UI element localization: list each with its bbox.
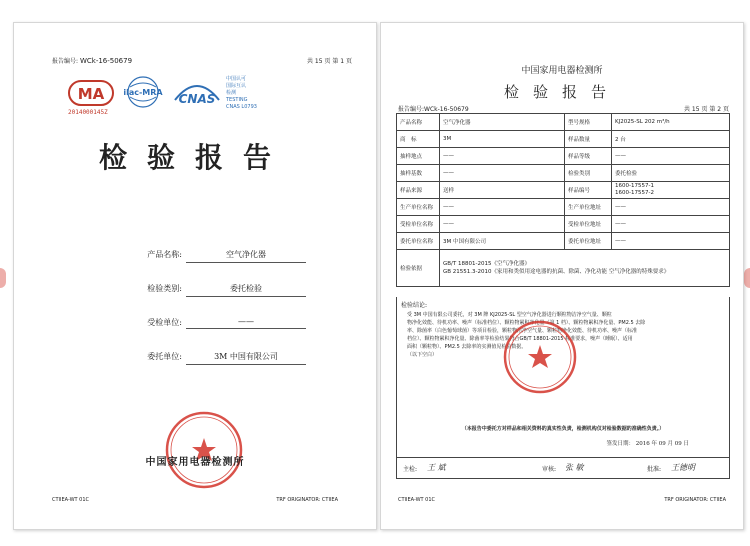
report-number: 报告编号:WCk-16-50679 [398, 106, 469, 113]
sign-name-inspector: 王 斌 [427, 463, 446, 472]
table-row: 产品名称 空气净化器 型号规格 KJ2025-SL 202 m³/h [397, 114, 730, 131]
table-row: 抽样基数 —— 检验类别 委托检验 [397, 165, 730, 182]
official-seal-icon [164, 410, 244, 490]
sign-label-reviewer: 审核: [542, 466, 557, 473]
field-label-inspected-unit: 受检单位: [147, 318, 182, 327]
conclusion-text: 受 3M 中国有限公司委托，对 3M 牌 KJ2025-SL 型空气净化器进行颗粒物洁净空气量、颗粒 物净化效能、待机功率、噪声（标准档位）、颗粒物累积净化量（第 1 档）、颗粒物累积净化量、PM2.5 去除 率、除菌率（白色葡萄球菌）等项目检验，颗粒物洁净空气量、颗粒物净化效能、待机功率、噪声（标准 档位）、颗粒物累积净化量、除菌率等检验结果符合GB/T 18801-2015 标准要求，噪声（睡眠）、适用 面积（颗粒物）、PM2.5 去除率的实测值见检验数据。 （以下空白） [407, 312, 646, 358]
conclusion-box [396, 297, 730, 458]
field-label-product: 产品名称: [147, 250, 182, 259]
report-info-table [396, 113, 730, 287]
ilac-mra-logo-icon [121, 75, 165, 109]
official-seal-icon [502, 319, 578, 395]
institute-name: 中国家用电器检测所 [521, 66, 603, 76]
report-cover-page [13, 22, 377, 530]
sign-label-inspector: 主检: [403, 466, 418, 473]
sign-name-approver: 王德明 [671, 463, 695, 472]
footer-right: TRF ORIGINATOR: CTIIEA [664, 497, 726, 503]
table-row: 抽样地点 —— 样品等级 —— [397, 148, 730, 165]
field-value-client: 3M 中国有限公司 [186, 351, 306, 365]
table-row: 委托单位名称 3M 中国有限公司 委托单位地址 —— [397, 233, 730, 250]
field-label-client: 委托单位: [147, 352, 182, 361]
page-info: 共 15 页 第 1 页 [307, 58, 352, 65]
lab-name: 中国家用电器检测所 [145, 457, 245, 468]
disclaimer: （本报告中委托方对样品和相关资料的真实性负责，检测机构仅对检验数据的准确性负责。） [461, 426, 665, 432]
footer-left: CTIIEA-WT 01C [398, 497, 436, 503]
cma-number: 2014000145Z [68, 109, 108, 116]
page-info: 共 15 页 第 2 页 [684, 106, 729, 113]
table-row: 检验依据 GB/T 18801-2015《空气净化器》 GB 21551.3-2010《家用和类似用途电器的抗菌、除菌、净化功能 空气净化器的特殊要求》 [397, 250, 730, 287]
report-detail-page [380, 22, 744, 530]
report-title: 检验报告 [503, 83, 620, 101]
report-title: 检验报告 [98, 141, 291, 174]
cnas-logo-text: CNAS [178, 92, 216, 106]
cnas-logo-icon [171, 78, 223, 108]
cma-logo-text: MA [77, 85, 105, 103]
field-value-inspected-unit: —— [186, 317, 306, 329]
table-row: 生产单位名称 —— 生产单位地址 —— [397, 199, 730, 216]
cma-logo-icon [68, 78, 114, 108]
cnas-accreditation-text: 中国认可 国际互认 检测 TESTING CNAS L0793 [226, 76, 257, 110]
footer-right: TRF ORIGINATOR: CTIIEA [276, 497, 338, 503]
table-row: 样品来源 送样 样品编号 1600-17557-1 1600-17557-2 [397, 182, 730, 199]
table-row: 受检单位名称 —— 受检单位地址 —— [397, 216, 730, 233]
footer-left: CTIIEA-WT 01C [52, 497, 90, 503]
ilac-logo-text: ilac-MRA [123, 88, 163, 97]
sign-name-reviewer: 张 敏 [565, 463, 584, 472]
field-label-category: 检验类别: [147, 284, 182, 293]
table-row: 商 标 3M 样品数量 2 台 [397, 131, 730, 148]
adjacent-page-seal-edge [0, 268, 6, 288]
signature-row [396, 457, 730, 479]
adjacent-page-seal-edge [744, 268, 750, 288]
issue-date: 签发日期： 2016 年 09 月 09 日 [606, 441, 689, 447]
report-number: 报告编号: WCk-16-50679 [52, 57, 133, 65]
conclusion-label: 检验结论: [401, 302, 428, 309]
sign-label-approver: 批准: [647, 466, 662, 473]
field-value-product: 空气净化器 [186, 249, 306, 263]
field-value-category: 委托检验 [186, 283, 306, 297]
